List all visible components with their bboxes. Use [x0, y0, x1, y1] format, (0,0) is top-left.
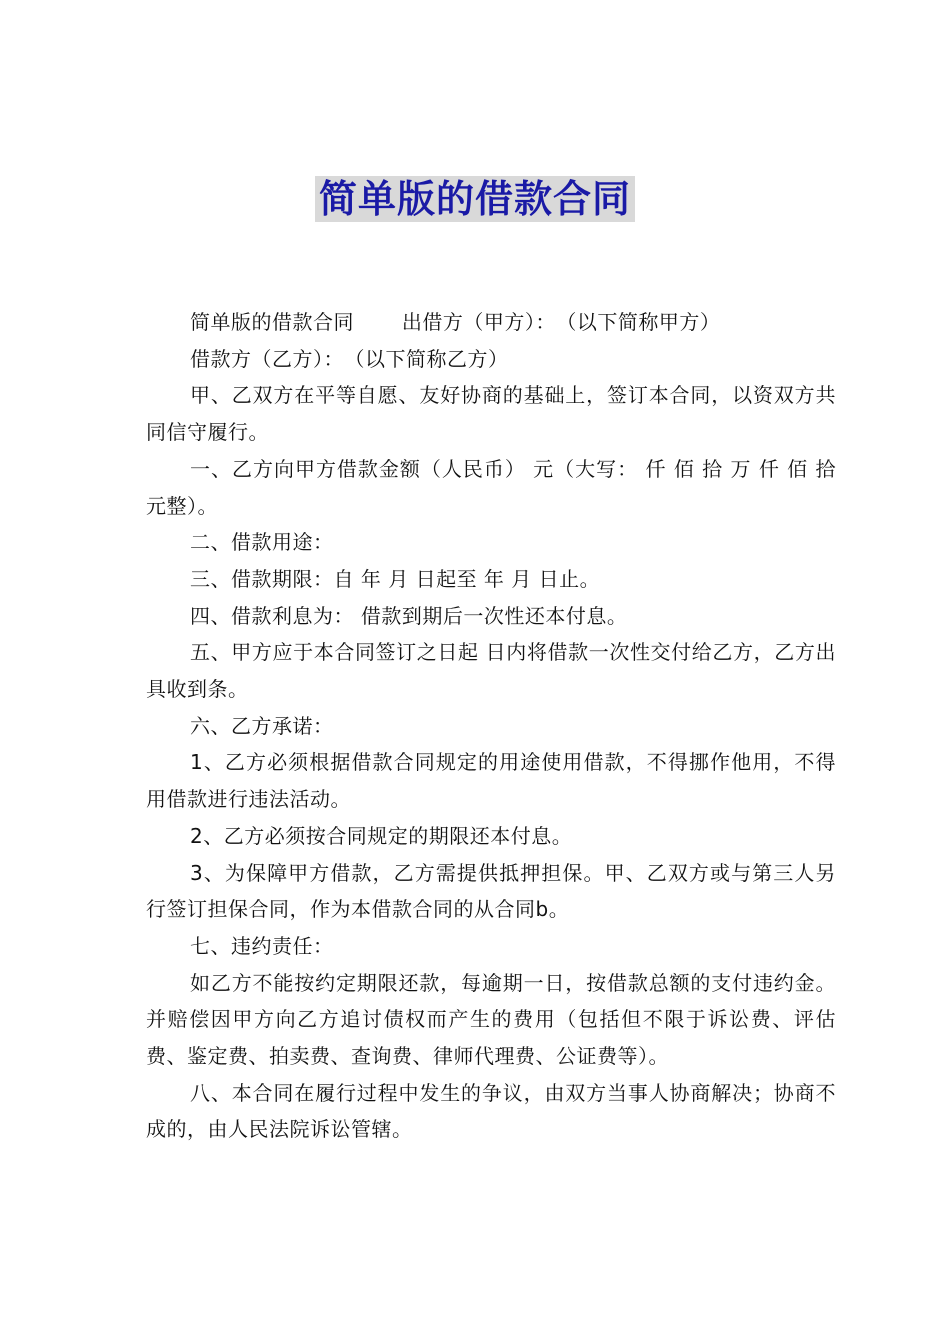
clause-2-purpose: 二、借款用途： [190, 530, 334, 555]
commitment-item-1: 1、乙方必须根据借款合同规定的用途使用借款，不得挪作他用，不得用借款进行违法活动。 [146, 750, 836, 812]
title-container [0, 176, 950, 222]
clause-7-liability: 七、违约责任： [190, 933, 334, 958]
document-body [146, 304, 843, 1148]
paragraph-borrower: 借款方（乙方）： （以下简称乙方） [190, 346, 509, 371]
paragraph-header-parties: 简单版的借款合同 出借方（甲方）： （以下简称甲方） [190, 310, 721, 334]
clause-5-delivery: 五、甲方应于本合同签订之日起 日内将借款一次性交付给乙方，乙方出具收到条。 [146, 640, 836, 702]
commitment-item-2: 2、乙方必须按合同规定的期限还本付息。 [190, 823, 573, 848]
liability-detail: 如乙方不能按约定期限还款，每逾期一日，按借款总额的支付违约金。并赔偿因甲方向乙方追讨债权而产生的费用（包括但不限于诉讼费、评估费、鉴定费、拍卖费、查询费、律师代理费、公证费等）。 [146, 970, 836, 1069]
paragraph-preamble: 甲、乙双方在平等自愿、友好协商的基础上，签订本合同，以资双方共同信守履行。 [146, 383, 836, 445]
clause-8-disputes: 八、本合同在履行过程中发生的争议，由双方当事人协商解决；协商不成的，由人民法院诉讼管辖。 [146, 1080, 836, 1142]
clause-6-commitment: 六、乙方承诺： [190, 713, 334, 738]
commitment-item-3: 3、为保障甲方借款，乙方需提供抵押担保。甲、乙双方或与第三人另行签订担保合同，作为本借款合同的从合同b。 [146, 860, 836, 922]
clause-4-interest: 四、借款利息为： 借款到期后一次性还本付息。 [190, 603, 628, 628]
document-title: 简单版的借款合同 [315, 176, 635, 222]
clause-1-amount: 一、乙方向甲方借款金额（人民币） 元（大写： 仟 佰 拾 万 仟 佰 拾 元整）。 [146, 456, 843, 518]
clause-3-term: 三、借款期限：自 年 月 日起至 年 月 日止。 [190, 566, 601, 591]
